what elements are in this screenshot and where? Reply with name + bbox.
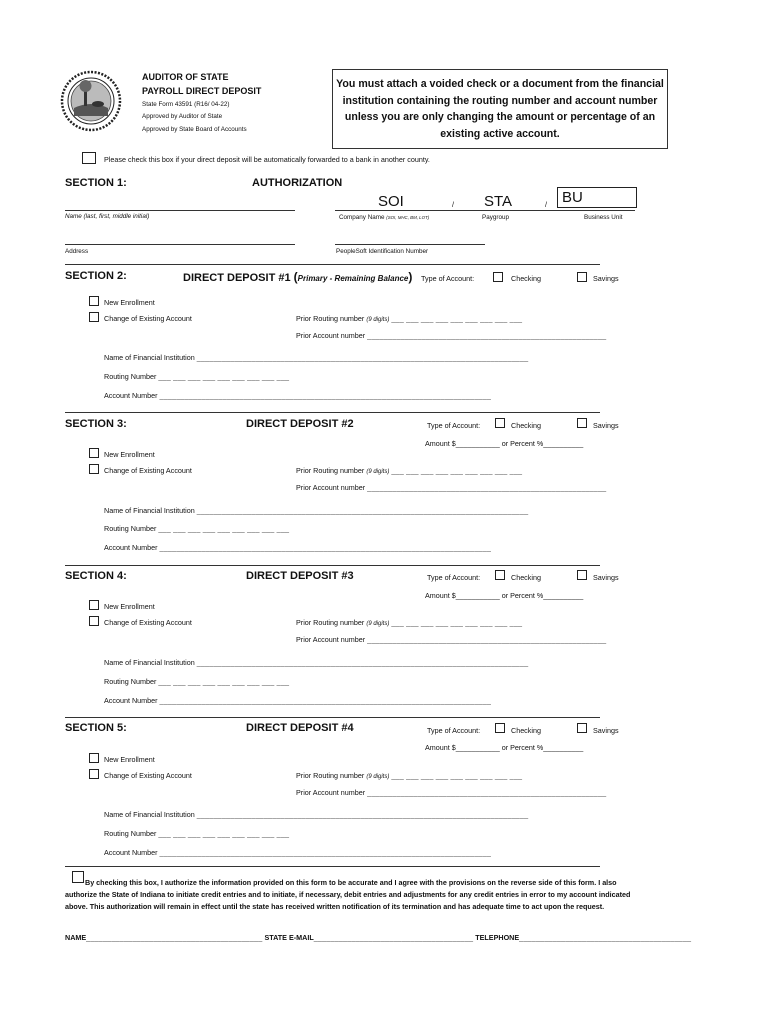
s4-prior-routing (296, 618, 522, 627)
name-label: Name (last, first, middle initial) (65, 213, 150, 220)
prior-account-label: Prior Account number (296, 788, 366, 797)
s3-new-enrollment-label: New Enrollment (104, 450, 155, 459)
s2-change-existing-label: Change of Existing Account (104, 314, 192, 323)
prior-routing-label: Prior Routing number (296, 466, 365, 475)
prior-routing-label: Prior Routing number (296, 314, 365, 323)
s4-savings-label: Savings (593, 573, 619, 582)
slash-2: / (545, 200, 547, 209)
s4-change-existing-checkbox[interactable] (89, 616, 99, 626)
s4-amount[interactable]: Amount $___________ or Percent %__________ (425, 591, 584, 600)
address-line[interactable] (65, 244, 295, 245)
s2-savings-checkbox[interactable] (577, 272, 587, 282)
routing-blanks[interactable]: ___ ___ ___ ___ ___ ___ ___ ___ ___ (158, 524, 290, 533)
account-blanks[interactable]: _______________________________________________________________________________ (159, 848, 492, 857)
sta-value: STA (484, 193, 513, 210)
s3-change-existing-label: Change of Existing Account (104, 466, 192, 475)
peoplesoft-label: PeopleSoft Identification Number (336, 248, 429, 255)
s3-change-existing-checkbox[interactable] (89, 464, 99, 474)
s5-change-existing-checkbox[interactable] (89, 769, 99, 779)
s2-checking-checkbox[interactable] (493, 272, 503, 282)
name-line[interactable] (65, 210, 295, 211)
s3-type-of-account: Type of Account: (427, 421, 481, 430)
approved-board: Approved by State Board of Accounts (142, 126, 247, 133)
state-seal (60, 70, 122, 132)
seal-icon (60, 70, 122, 132)
approved-auditor: Approved by Auditor of State (142, 113, 223, 120)
section4-divider (65, 565, 600, 566)
s5-savings-checkbox[interactable] (577, 723, 587, 733)
section5-title: DIRECT DEPOSIT #4 (246, 722, 354, 734)
state-email-label: STATE E-MAIL (264, 933, 314, 942)
fi-blanks[interactable]: _______________________________________________________________________________ (196, 658, 529, 667)
account-blanks[interactable]: _______________________________________________________________________________ (159, 543, 492, 552)
agency-title: AUDITOR OF STATE (142, 72, 229, 82)
s3-prior-routing (296, 466, 522, 475)
authorize-checkbox[interactable] (72, 871, 84, 883)
s4-financial-institution (104, 658, 528, 667)
section5-label: SECTION 5: (65, 722, 127, 734)
routing-blanks[interactable]: ___ ___ ___ ___ ___ ___ ___ ___ ___ (158, 677, 290, 686)
section3-divider (65, 412, 600, 413)
s3-checking-checkbox[interactable] (495, 418, 505, 428)
fi-label: Name of Financial Institution (104, 810, 195, 819)
prior-account-label: Prior Account number (296, 635, 366, 644)
soi-value: SOI (378, 193, 404, 210)
fi-blanks[interactable]: _______________________________________________________________________________ (196, 353, 529, 362)
routing-label: Routing Number (104, 677, 157, 686)
routing-label: Routing Number (104, 829, 157, 838)
s3-amount[interactable]: Amount $___________ or Percent %__________ (425, 439, 584, 448)
fi-label: Name of Financial Institution (104, 353, 195, 362)
s4-savings-checkbox[interactable] (577, 570, 587, 580)
signature-row (65, 933, 691, 942)
s2-account-number (104, 391, 491, 400)
s2-prior-account (296, 331, 606, 340)
s4-account-number (104, 696, 491, 705)
section2-label: SECTION 2: (65, 270, 127, 282)
business-unit-label: Business Unit (584, 214, 623, 221)
prior-account-blanks[interactable]: _________________________________________________________ (367, 635, 607, 644)
prior-routing-label: Prior Routing number (296, 771, 365, 780)
nine-digits: (9 digits) (366, 469, 390, 475)
prior-account-label: Prior Account number (296, 331, 366, 340)
account-label: Account Number (104, 543, 158, 552)
company-hint: (SOI, MHC, BM, LOT) (386, 215, 430, 220)
s3-new-enrollment-checkbox[interactable] (89, 448, 99, 458)
s5-prior-account (296, 788, 606, 797)
prior-account-blanks[interactable]: _________________________________________________________ (367, 331, 607, 340)
telephone-field[interactable]: _________________________________________ (519, 933, 692, 942)
s5-checking-checkbox[interactable] (495, 723, 505, 733)
s4-checking-checkbox[interactable] (495, 570, 505, 580)
s2-financial-institution (104, 353, 528, 362)
prior-account-blanks[interactable]: _________________________________________________________ (367, 788, 607, 797)
s2-prior-routing (296, 314, 522, 323)
s2-change-existing-checkbox[interactable] (89, 312, 99, 322)
s5-new-enrollment-label: New Enrollment (104, 755, 155, 764)
form-number: State Form 43591 (R16/ 04-22) (142, 101, 230, 108)
account-label: Account Number (104, 848, 158, 857)
nine-digits: (9 digits) (366, 774, 390, 780)
s2-new-enrollment-label: New Enrollment (104, 298, 155, 307)
s2-new-enrollment-checkbox[interactable] (89, 296, 99, 306)
section2-divider (65, 264, 600, 265)
s3-prior-account (296, 483, 606, 492)
paren-close: ) (408, 270, 413, 284)
s5-savings-label: Savings (593, 726, 619, 735)
section2-title (183, 270, 412, 284)
s5-amount[interactable]: Amount $___________ or Percent %__________ (425, 743, 584, 752)
s5-change-existing-label: Change of Existing Account (104, 771, 192, 780)
s3-checking-label: Checking (511, 421, 541, 430)
routing-label: Routing Number (104, 372, 157, 381)
nine-digits: (9 digits) (366, 621, 390, 627)
telephone-label: TELEPHONE (475, 933, 520, 942)
slash-1: / (452, 200, 454, 209)
fi-blanks[interactable]: _______________________________________________________________________________ (196, 810, 529, 819)
section3-title: DIRECT DEPOSIT #2 (246, 418, 354, 430)
name-signature-label: NAME (65, 933, 87, 942)
account-blanks[interactable]: _______________________________________________________________________________ (159, 696, 492, 705)
s4-new-enrollment-checkbox[interactable] (89, 600, 99, 610)
prior-routing-blanks[interactable]: ___ ___ ___ ___ ___ ___ ___ ___ ___ (391, 771, 523, 780)
state-email-field[interactable]: ______________________________________ (313, 933, 474, 942)
paygroup-label: Paygroup (482, 214, 509, 221)
s3-financial-institution (104, 506, 528, 515)
authorization-divider (65, 866, 600, 867)
s4-new-enrollment-label: New Enrollment (104, 602, 155, 611)
address-label: Address (65, 248, 89, 255)
s2-savings-label: Savings (593, 274, 619, 283)
account-label: Account Number (104, 696, 158, 705)
section1-title: AUTHORIZATION (252, 177, 343, 189)
s3-savings-label: Savings (593, 421, 619, 430)
bu-field[interactable]: BU (557, 187, 637, 208)
section1-label: SECTION 1: (65, 177, 127, 189)
section2-title-text: DIRECT DEPOSIT #1 (183, 272, 291, 284)
forward-bank-checkbox[interactable] (82, 152, 96, 164)
fi-label: Name of Financial Institution (104, 506, 195, 515)
type-of-account-label: Type of Account: (421, 274, 475, 283)
s5-routing-number (104, 829, 289, 838)
fi-blanks[interactable]: _______________________________________________________________________________ (196, 506, 529, 515)
prior-account-blanks[interactable]: _________________________________________________________ (367, 483, 607, 492)
s4-checking-label: Checking (511, 573, 541, 582)
account-label: Account Number (104, 391, 158, 400)
peoplesoft-line[interactable] (335, 244, 485, 245)
s5-new-enrollment-checkbox[interactable] (89, 753, 99, 763)
s4-change-existing-label: Change of Existing Account (104, 618, 192, 627)
prior-routing-blanks[interactable]: ___ ___ ___ ___ ___ ___ ___ ___ ___ (391, 618, 523, 627)
s5-type-of-account: Type of Account: (427, 726, 481, 735)
s3-routing-number (104, 524, 289, 533)
s4-prior-account (296, 635, 606, 644)
s4-routing-number (104, 677, 289, 686)
authorization-line-2: authorize the State of Indiana to initiate credit entries and to initiate, if necessary, debit entries and adjustments for any credit entries in error to my account indicated (65, 890, 631, 899)
name-signature-field[interactable]: __________________________________________ (86, 933, 263, 942)
prior-account-label: Prior Account number (296, 483, 366, 492)
section4-label: SECTION 4: (65, 570, 127, 582)
company-line[interactable] (335, 210, 635, 211)
paren-open: ( (293, 270, 298, 284)
prior-routing-blanks[interactable]: ___ ___ ___ ___ ___ ___ ___ ___ ___ (391, 314, 523, 323)
s2-routing-number (104, 372, 289, 381)
nine-digits: (9 digits) (366, 317, 390, 323)
authorization-line-3: above. This authorization will remain in effect until the state has received written notification of its termination and has adequate time to act upon the request. (65, 902, 605, 911)
s3-account-number (104, 543, 491, 552)
prior-routing-label: Prior Routing number (296, 618, 365, 627)
section3-label: SECTION 3: (65, 418, 127, 430)
account-blanks[interactable]: _______________________________________________________________________________ (159, 391, 492, 400)
s5-checking-label: Checking (511, 726, 541, 735)
authorization-line-1: By checking this box, I authorize the information provided on this form to be accurate and I agree with the provisions on the reverse side of this form. I also (85, 878, 617, 887)
section2-subtitle: Primary - Remaining Balance (297, 274, 409, 283)
section5-divider (65, 717, 600, 718)
routing-blanks[interactable]: ___ ___ ___ ___ ___ ___ ___ ___ ___ (158, 829, 290, 838)
voided-check-notice: You must attach a voided check or a document from the financial institution containing the routing number and account number unless you are only changing the amount or percentage of an existing active account. (332, 69, 668, 149)
prior-routing-blanks[interactable]: ___ ___ ___ ___ ___ ___ ___ ___ ___ (391, 466, 523, 475)
s2-checking-label: Checking (511, 274, 541, 283)
s3-savings-checkbox[interactable] (577, 418, 587, 428)
section4-title: DIRECT DEPOSIT #3 (246, 570, 354, 582)
company-label-text: Company Name (339, 214, 385, 221)
fi-label: Name of Financial Institution (104, 658, 195, 667)
s4-type-of-account: Type of Account: (427, 573, 481, 582)
routing-blanks[interactable]: ___ ___ ___ ___ ___ ___ ___ ___ ___ (158, 372, 290, 381)
form-title: PAYROLL DIRECT DEPOSIT (142, 86, 262, 96)
s5-prior-routing (296, 771, 522, 780)
s5-financial-institution (104, 810, 528, 819)
forward-bank-label: Please check this box if your direct deposit will be automatically forwarded to a bank in another county. (104, 155, 430, 164)
company-label (339, 214, 429, 221)
routing-label: Routing Number (104, 524, 157, 533)
s5-account-number (104, 848, 491, 857)
